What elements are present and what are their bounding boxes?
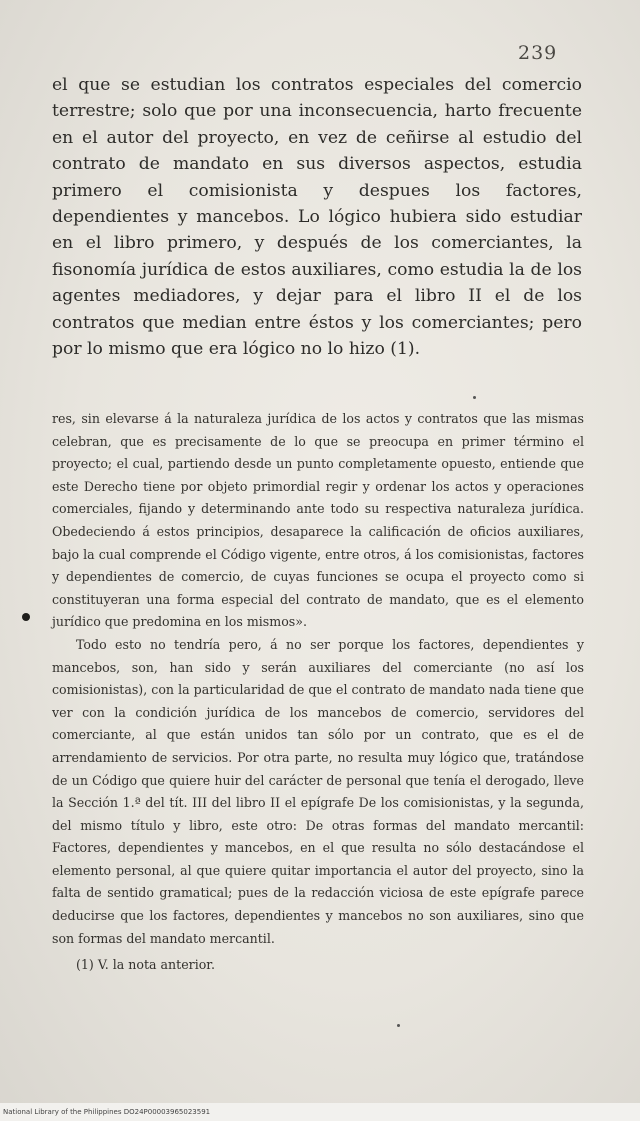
ink-speck	[397, 1024, 400, 1027]
ink-dot	[22, 613, 30, 621]
footnote-reference: (1) V. la nota anterior.	[76, 957, 215, 973]
digitization-watermark: National Library of the Philippines DO24P00003965023591	[3, 1108, 211, 1116]
footnote-paragraph: res, sin elevarse á la naturaleza jurídica de los actos y contratos que las mismas celebran, que es precisamente de lo que se preocupa en primer término el proyecto; el cual, partiendo desde un punto completamente opuesto, entiende que este Derecho tiene por objeto primordial regir y ordenar los actos y operaciones comerciales, fijando y determinando ante todo su respectiva naturaleza jurídica. Obedeciendo á estos principios, desaparece la calificación de oficios auxiliares, bajo la cual comprende el Código vigente, entre otros, á los comisionistas, factores y dependientes de comercio, de cuyas funciones se ocupa el proyecto como si constituyeran una forma especial del contrato de mandato, que es el elemento jurídico que predomina en los mismos».	[52, 411, 584, 630]
footer-strip	[0, 1103, 640, 1121]
footnote-paragraph: Todo esto no tendría pero, á no ser porque los factores, dependientes y mancebos, son, han sido y serán auxiliares del comerciante (no así los comisionistas), con la particularidad de que el contrato de mandato nada tiene que ver con la condición jurídica de los mancebos de comercio, servidores del comerciante, al que están unidos tan sólo por un contrato, que es el de arrendamiento de servicios. Por otra parte, no resulta muy lógico que, tratándose de un Código que quiere huir del carácter de personal que tenía el derogado, lleve la Sección 1.ª del tít. III del libro II el epígrafe De los comisionistas, y la segunda, del mismo título y libro, este otro: De otras formas del mandato mercantil: Factores, dependientes y mancebos, en el que resulta no sólo destacándose el elemento personal, al que quiere quitar importancia el autor del proyecto, sino la falta de sentido gramatical; pues de la redacción viciosa de este epígrafe parece deducirse que los factores, dependientes y mancebos no son auxiliares, sino que son formas del mandato mercantil.	[52, 636, 584, 946]
ink-speck	[473, 396, 476, 399]
footnote-block	[52, 408, 584, 977]
page-number: 239	[518, 42, 558, 64]
main-paragraph: el que se estudian los contratos especiales del comercio terrestre; solo que por una inconsecuencia, harto frecuente en el autor del proyecto, en vez de ceñirse al estudio del contrato de mandato en sus diversos aspectos, estudia primero el comisionista y despues los factores, dependientes y mancebos. Lo lógico hubiera sido estudiar en el libro primero, y después de los comerciantes, la fisonomía jurídica de estos auxiliares, como estudia la de los agentes mediadores, y dejar para el libro II el de los contratos que median entre éstos y los comerciantes; pero por lo mismo que era lógico no lo hizo (1).	[52, 75, 582, 360]
